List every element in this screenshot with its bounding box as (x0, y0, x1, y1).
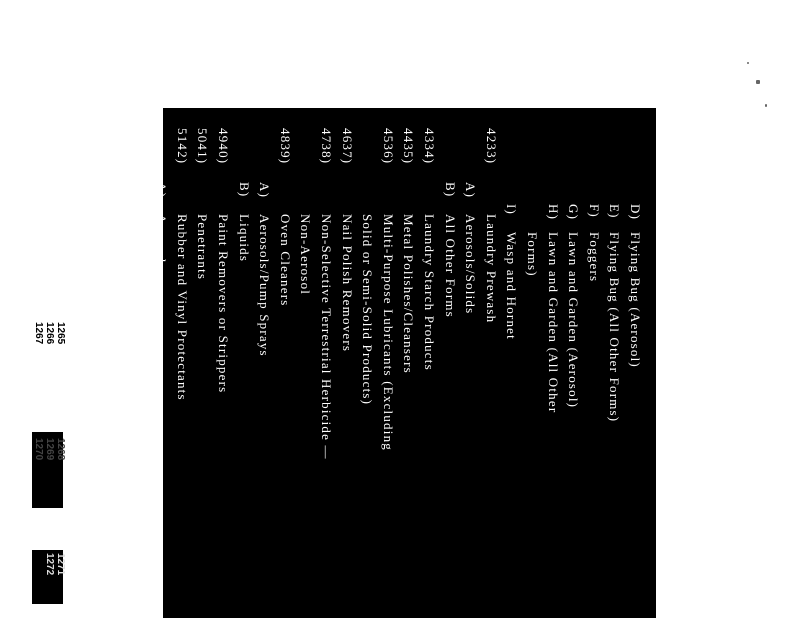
entry-number: 4738) (319, 128, 334, 165)
entry-text: All Other Forms (442, 214, 458, 318)
list-entry (459, 108, 481, 618)
list-entry (191, 108, 213, 618)
entry-text: Paint Removers or Strippers (216, 214, 231, 394)
scan-speck (747, 62, 749, 64)
entry-text: Solid or Semi-Solid Products) (360, 214, 376, 406)
entry-number: 4435) (401, 128, 417, 165)
entry-text: Lawn and Garden (Aerosol) (566, 232, 582, 409)
entry-letter: B) (236, 182, 252, 198)
entry-text: Wasp and Hornet (504, 232, 520, 340)
line-number: 1271 (55, 553, 66, 576)
entry-number: 4839) (277, 128, 293, 165)
entry-number: 4940) (216, 128, 231, 165)
list-entry (562, 108, 584, 618)
entry-text: Non-Aerosol (298, 214, 314, 296)
entry-letter: H) (545, 204, 561, 221)
entry-letter: E) (607, 204, 623, 219)
list-entry (315, 108, 337, 618)
list-entry (212, 108, 234, 618)
line-number: 1272 (44, 553, 55, 576)
list-entry (150, 108, 172, 618)
entry-text: Non-Aerosol (133, 214, 149, 296)
entry-text: Flying Bug (Aerosol) (628, 232, 643, 368)
list-entry (171, 108, 193, 618)
line-number: 1267 (33, 322, 44, 345)
entry-letter: I) (504, 204, 520, 216)
entry-text: Laundry Prewash (483, 214, 499, 324)
entry-text: Oven Cleaners (277, 214, 293, 307)
list-entry (439, 108, 461, 618)
list-entry (583, 108, 605, 618)
line-number: 1270 (33, 438, 44, 461)
entry-letter: B) (442, 182, 458, 198)
entry-letter: A) (257, 182, 273, 199)
entry-text: Metal Polishes/Cleansers (401, 214, 417, 374)
entry-letter: A) (154, 182, 170, 199)
list-entry (624, 108, 646, 618)
entry-number: 4233) (483, 128, 499, 165)
entry-text: Foggers (586, 232, 602, 283)
list-entry (418, 108, 440, 618)
list-entry (253, 108, 275, 618)
list-entry (377, 108, 399, 618)
list-entry (500, 108, 522, 618)
entry-letter: F) (586, 204, 602, 218)
product-category-list (133, 108, 656, 618)
entry-letter: G) (566, 204, 582, 221)
entry-number: 4334) (422, 128, 437, 165)
entry-number: 4536) (380, 128, 396, 165)
line-number: 1266 (44, 322, 55, 345)
entry-text: Penetrants (195, 214, 211, 281)
entry-text: Lawn and Garden (All Other (545, 232, 561, 414)
list-entry (480, 108, 502, 618)
entry-text: Aerosol (154, 214, 170, 264)
document-panel (133, 108, 656, 618)
scan-speck (756, 80, 760, 84)
entry-letter: D) (628, 204, 643, 221)
entry-text: Forms) (525, 232, 540, 277)
list-entry (521, 108, 543, 618)
list-entry (542, 108, 564, 618)
list-entry (130, 108, 152, 618)
list-entry (356, 108, 378, 618)
entry-number: 5041) (195, 128, 211, 165)
list-entry (336, 108, 358, 618)
list-entry (603, 108, 625, 618)
entry-letter: B) (133, 182, 149, 198)
entry-text: Laundry Starch Products (422, 214, 437, 371)
entry-text: Non-Selective Terrestrial Herbicide — (319, 214, 334, 460)
list-entry (233, 108, 255, 618)
entry-text: Aerosols/Solids (463, 214, 479, 315)
scan-speck (765, 104, 767, 107)
entry-text: Nail Polish Removers (339, 214, 355, 353)
line-number: 1268 (55, 438, 66, 461)
list-entry (274, 108, 296, 618)
entry-letter: A) (463, 182, 479, 199)
entry-text: Rubber and Vinyl Protectants (174, 214, 190, 401)
entry-text: Flying Bug (All Other Forms) (607, 232, 623, 423)
entry-number: 5142) (174, 128, 190, 165)
entry-text: Liquids (236, 214, 252, 263)
entry-text: Multi-Purpose Lubricants (Excluding (380, 214, 396, 451)
line-number: 1269 (44, 438, 55, 461)
entry-text: Aerosols/Pump Sprays (257, 214, 273, 357)
line-number: 1265 (55, 322, 66, 345)
list-entry (397, 108, 419, 618)
entry-number: 4637) (339, 128, 355, 165)
list-entry (294, 108, 316, 618)
